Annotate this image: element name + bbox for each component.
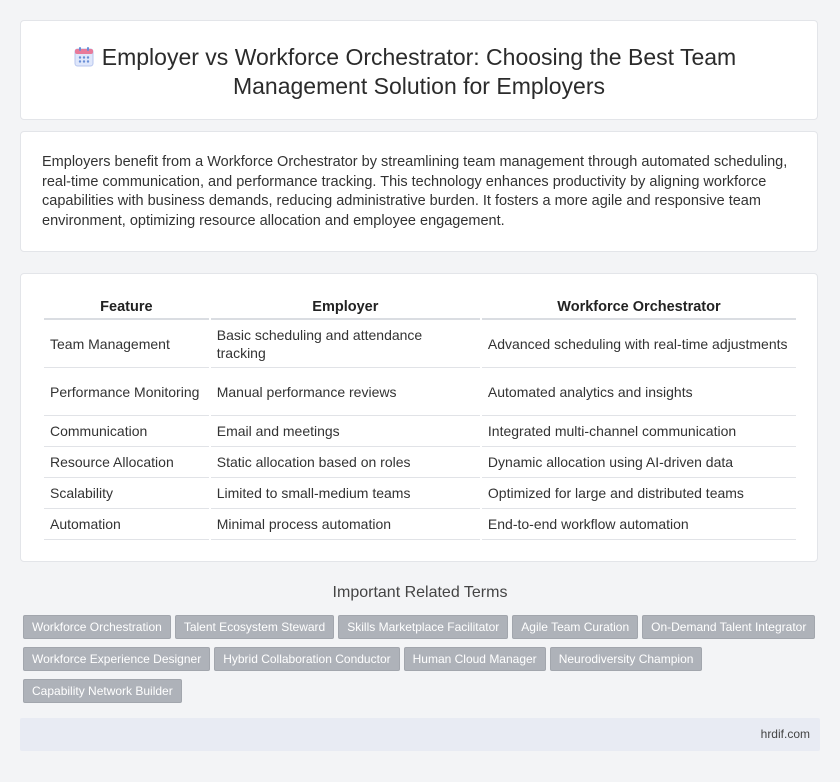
related-terms-title: Important Related Terms [332,584,508,601]
table-cell: Static allocation based on roles [211,447,480,478]
table-cell: Team Management [44,320,209,368]
comparison-card [20,273,818,562]
table-cell: Minimal process automation [211,509,480,540]
page-title-wrap [21,43,817,101]
table-cell: Dynamic allocation using AI-driven data [482,447,796,478]
related-term-tag[interactable]: Talent Ecosystem Steward [175,615,334,639]
related-term-tag[interactable]: Capability Network Builder [23,679,182,703]
table-cell: Basic scheduling and attendance tracking [211,320,480,368]
table-cell: Automation [44,509,209,540]
table-row [44,320,796,368]
table-cell: Manual performance reviews [211,368,480,416]
title-card [20,20,818,120]
table-cell: Scalability [44,478,209,509]
table-row [44,478,796,509]
related-term-tag[interactable]: Neurodiversity Champion [550,647,703,671]
related-term-tag[interactable]: Workforce Experience Designer [23,647,210,671]
footer-bar [20,718,820,751]
summary-card [20,131,818,252]
table-cell: Communication [44,416,209,447]
table-cell: Email and meetings [211,416,480,447]
table-cell: Automated analytics and insights [482,368,796,416]
table-row [44,368,796,416]
related-terms-list [23,615,823,711]
page-title: Employer vs Workforce Orchestrator: Choosing the Best Team Management Solution for Employers [101,44,737,99]
table-row [44,416,796,447]
related-term-tag[interactable]: Human Cloud Manager [404,647,546,671]
summary-paragraph: Employers benefit from a Workforce Orchestrator by streamlining team management through automated scheduling, real-time communication, and performance tracking. This technology enhances productivity by aligning workforce capabilities with business demands, reducing administrative burden. It fosters a more agile and responsive team environment, optimizing resource allocation and employee engagement. [42,154,788,229]
table-row [44,447,796,478]
table-cell: Integrated multi-channel communication [482,416,796,447]
table-cell: Limited to small-medium teams [211,478,480,509]
column-header-employer: Employer [211,296,480,320]
column-header-orchestrator: Workforce Orchestrator [482,296,796,320]
table-cell: End-to-end workflow automation [482,509,796,540]
related-term-tag[interactable]: Agile Team Curation [512,615,638,639]
table-cell: Resource Allocation [44,447,209,478]
table-row [44,509,796,540]
related-term-tag[interactable]: Workforce Orchestration [23,615,171,639]
table-header-row [44,296,796,320]
table-cell: Performance Monitoring [44,368,209,416]
related-term-tag[interactable]: Hybrid Collaboration Conductor [214,647,399,671]
related-term-tag[interactable]: Skills Marketplace Facilitator [338,615,508,639]
table-cell: Optimized for large and distributed teams [482,478,796,509]
column-header-feature: Feature [44,296,209,320]
comparison-table [42,296,798,540]
table-cell: Advanced scheduling with real-time adjustments [482,320,796,368]
related-term-tag[interactable]: On-Demand Talent Integrator [642,615,815,639]
footer-site-link[interactable]: hrdif.com [760,727,810,741]
